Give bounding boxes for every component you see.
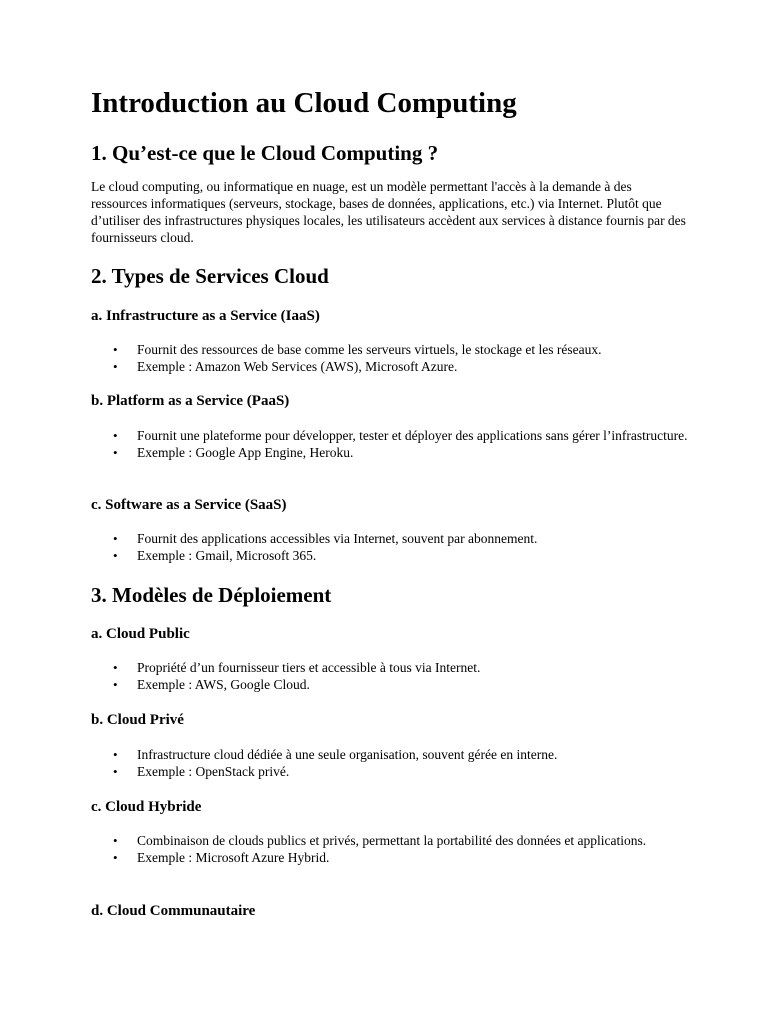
- list-item: • Fournit des ressources de base comme les serveurs virtuels, le stockage et les réseaux.: [91, 341, 691, 358]
- cloud-private-heading: b. Cloud Privé: [91, 712, 184, 728]
- list-item: • Exemple : Gmail, Microsoft 365.: [91, 547, 691, 564]
- cloud-private-list: [91, 746, 691, 780]
- list-item: • Propriété d’un fournisseur tiers et accessible à tous via Internet.: [91, 659, 691, 676]
- list-item: • Exemple : Google App Engine, Heroku.: [91, 444, 691, 461]
- section1-heading: 1. Qu’est-ce que le Cloud Computing ?: [91, 141, 439, 165]
- iaas-list: [91, 341, 691, 375]
- list-item: • Exemple : AWS, Google Cloud.: [91, 676, 691, 693]
- section3-heading: 3. Modèles de Déploiement: [91, 583, 332, 607]
- cloud-public-heading: a. Cloud Public: [91, 626, 190, 642]
- document-title: Introduction au Cloud Computing: [91, 87, 517, 119]
- section1-paragraph: Le cloud computing, ou informatique en nuage, est un modèle permettant l'accès à la demande à des ressources informatiques (serveurs, stockage, bases de données, applications, etc.) via Internet. Plutôt que d’utiliser des infrastructures physiques locales, les utilisateurs accèdent aux services à distance fournis par des fournisseurs cloud.: [91, 179, 686, 245]
- list-item: • Infrastructure cloud dédiée à une seule organisation, souvent gérée en interne.: [91, 746, 691, 763]
- cloud-hybrid-list: [91, 832, 691, 866]
- list-item: • Combinaison de clouds publics et privés, permettant la portabilité des données et applications.: [91, 832, 691, 849]
- saas-list: [91, 530, 691, 564]
- list-item: • Exemple : OpenStack privé.: [91, 763, 691, 780]
- cloud-hybrid-heading: c. Cloud Hybride: [91, 799, 202, 815]
- list-item: • Fournit une plateforme pour développer, tester et déployer des applications sans gérer l’infrastructure.: [91, 427, 691, 444]
- list-item: • Fournit des applications accessibles via Internet, souvent par abonnement.: [91, 530, 691, 547]
- cloud-community-heading: d. Cloud Communautaire: [91, 903, 256, 919]
- saas-heading: c. Software as a Service (SaaS): [91, 497, 287, 513]
- paas-list: [91, 427, 691, 461]
- list-item: • Exemple : Microsoft Azure Hybrid.: [91, 849, 691, 866]
- section2-heading: 2. Types de Services Cloud: [91, 264, 329, 288]
- paas-heading: b. Platform as a Service (PaaS): [91, 393, 290, 409]
- list-item: • Exemple : Amazon Web Services (AWS), Microsoft Azure.: [91, 358, 691, 375]
- cloud-public-list: [91, 659, 691, 693]
- iaas-heading: a. Infrastructure as a Service (IaaS): [91, 308, 320, 324]
